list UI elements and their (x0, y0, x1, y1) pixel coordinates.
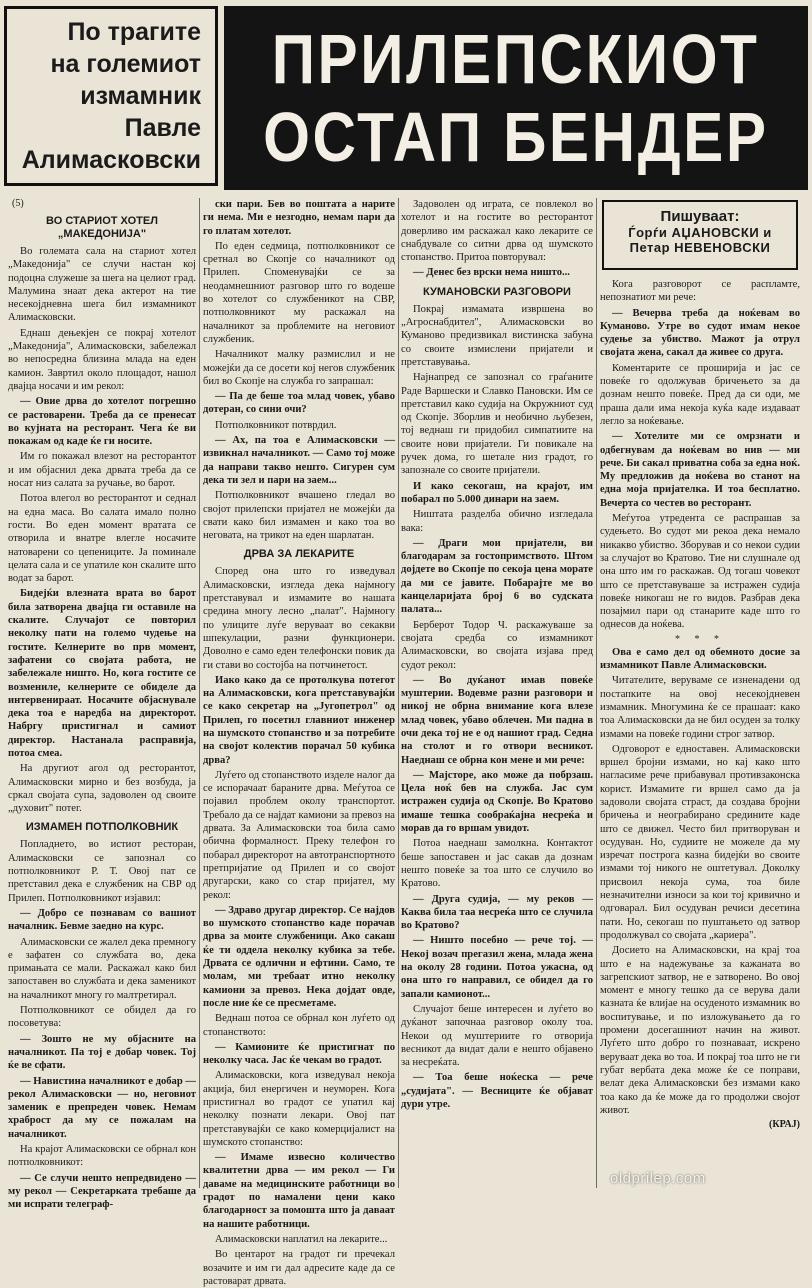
paragraph: — Тоа беше ноќеска — рече „судијата". — Весниците ќе објават дури утре. (401, 1072, 593, 1110)
paragraph: Ова е само дел од обемното досие за измамникот Павле Алимасковски. (600, 646, 800, 672)
paragraph: Во големата сала на стариот хотел „Македонија" се случи настан кој подоцна служеше за шега на целиот град. Малумина знаат дека актерот на тие несекојдневна шега бил измамникот Алимасковски. (8, 246, 196, 324)
teaser-line: на големиот (50, 50, 201, 78)
subheading: ИЗМАМЕН ПОТПОЛКОВНИК (25, 821, 179, 834)
column-rule (398, 198, 399, 1188)
byline-name: Ѓорѓи АЏАНОВСКИ и (628, 225, 772, 240)
paragraph: Ништата разделба обично изгледала вака: (401, 509, 593, 534)
paragraph: Берберот Тодор Ч. раскажуваше за својата средба со измамникот Алимасковски, во својата изјава пред судот рекол: (401, 619, 593, 671)
paragraph: Кога разговорот се распламте, непознатиот ми рече: (600, 279, 800, 304)
column-2 (203, 198, 395, 1287)
paragraph: Потполковникот се обидел да го посоветува: (8, 1005, 196, 1030)
paragraph: Луѓето од стопанството изделе налог да се испорачаат бараните дрва. Меѓутоа се појавил проблем околу транспортот. Требало да се најдат камиони за превоз на дрвата. За Алимасковски тоа била само обична формалност. Преку телефон го побарал директорот на автотранспортното претпријатие од Прилеп и со својот другарски, како со стар пријател, му рекол: (203, 769, 395, 901)
installment-number: (5) (12, 198, 24, 209)
teaser-line: измамник (80, 82, 201, 110)
paragraph: Бидејќи влезната врата во барот била затворена двајца ги оставиле на скалите. Случајот се повторил неколку пати на големо чудење на гостите. Келнерите во прв момент, зафатени со својата работа, не забележале ништо. Но, кога гостите се возмениле, келнерите се обиделе да интервенираат. Носачите објаснувале дека тоа е наредба на директорот. Набргу пристигнал и самиот директор. Настанала расправија, потоа смеа. (8, 588, 196, 759)
paragraph: — Овие дрва до хотелот погрешно се растоварени. Треба да се пренесат во кујната на ресторант. Чега ќе ви покажам од каде ќе ги носите. (8, 396, 196, 448)
paragraph: Случајот беше интересен и луѓето во дуќанот започнаа разговор околу тоа. Некои од муштериите го отворија весникот да видат дали е нешто објавено за несреќата. (401, 1003, 593, 1069)
paragraph: — Се случи нешто непредвидено — му рекол — Секретарката требаше да ми испрати телеграф- (8, 1172, 196, 1211)
paragraph: Еднаш дењекјен се покрај хотелот „Македонија", Алимасковски, забележал во непосредна близина млада на еден камион. Завртил около площадот, нашол двајца носачи и им рекол: (8, 327, 196, 392)
paragraph: Меѓутоа утредента се распрашав за судењето. Во судот ми рекоа дека немало никакво убиство. Зборував и со некои судии за случајот во Кратово. Тие ни слушнале од она што им го раскажав. Од тогаш човекот што се претставуваше за истражен судија повеќе никогаш не го видов. Разбрав дека позајмил пари од станарите каде што го однесов да ноќева. (600, 513, 800, 631)
paragraph: Досието на Алимасковски, на крај тоа што е на надежување за кажаната во загрепскиот затвор, не е затворено. Во овој момент е многу тешко да се верува дали казната ќе влијае на осуденото измамник во воспитување, и по изложувањето да го промени досегашниот начин на живот. Луѓето што добро го познаваат, искрено веруваат дека во тоа. И покрај тоа што не ги губат вербата дека може ќе се поправи, велат дека Алимасковски без измами како тоа како да ќе може да го продолжи својот живот. (600, 945, 800, 1116)
paragraph: — Драги мои пријатели, ви благодарам за гостопримството. Штом дојдете во Скопје по секоја цена морате да ми се јавите. Побарајте ме во канцеларијата број 6 во судската палата... (401, 537, 593, 616)
byline-name: Петар НЕВЕНОВСКИ (629, 240, 771, 255)
paragraph: — Мајсторе, ако може да побрзаш. Цела ноќ бев на служба. Јас сум истражен судија од Скопје. Во Кратово имаше тешка сообраќајна несреќа и морав да го вршам увидот. (401, 769, 593, 835)
paragraph: Алимасковски наплатил на лекарите... (215, 1233, 388, 1245)
paragraph: Според она што го изведувал Алимасковски, изгледа дека најмногу претставувал и измамите во нашата средина многу лесно „палат". Најмногу по улиците луѓе веруваат во секакви шпекулации, разни функционери. Доволно е само еден телефонски повик да ги стави во состојба на потчинетост. (203, 566, 395, 671)
paragraph: — Камионите ќе пристигнат по неколку часа. Јас ќе чекам во градот. (203, 1041, 395, 1067)
paragraph: Алимасковски се жалел дека премногу е зафатен со службата во, дека примањата се мали. Раскажал како бил запоставен во службата и дека заменикот на началникот многу го малтретирал. (8, 936, 196, 1001)
paragraph: Веднаш потоа се обрнал кон луѓето од стопанството: (203, 1013, 395, 1038)
paragraph: Во центарот на градот ги пречекал возачите и им ги дал адресите каде да се растоварат дрвата. (203, 1249, 395, 1287)
headline-banner (224, 6, 808, 190)
column-rule (199, 198, 200, 1188)
subheading: КУМАНОВСКИ РАЗГОВОРИ (423, 285, 571, 298)
paragraph: Читателите, веруваме се изненадени од постапките на овој несекојдневен измамник. Многумина ќе се прашаат: како тоа Алимасковски да не бил осуден за толку измами на повеќе години строг затвор. (600, 675, 800, 740)
paragraph: Потоа влегол во ресторантот и седнал на една маса. Во салата имало полно гости. Во еден момент вратата се отворила и внатре влегле носачите натоварени со цепениците. Ја поминале целата сала и се упатиле кон скалите што водат за барот. (8, 493, 196, 585)
paragraph: Началникот малку размислил и не можејќи да се досети кој негов службеник бил во Скопје на служба го запрашал: (203, 349, 395, 387)
watermark: oldprilep.com (610, 1170, 706, 1187)
paragraph: — Имаме извесно количество квалитетни дрва — им рекол — Ги даваме на медицинските работници во градот по намалени цени како благодарност за помошта што ја даваат на нашите работници. (203, 1152, 395, 1230)
column-rule (596, 198, 597, 1188)
paragraph: На другиот агол од ресторантот, Алимасковски мирно и без возбуда, ја сркал својата супа, задоволен од своите „духовит" потег. (8, 763, 196, 815)
teaser-line: Павле (124, 114, 201, 142)
column-4 (600, 278, 800, 1188)
teaser-box (4, 6, 218, 186)
paragraph: Потполковникот потврдил. (215, 419, 337, 431)
paragraph: По еден седмица, потполковникот се сретнал во Скопје со началникот од Прилеп. Споменувајќи се за неодамнешниот разговор што го водеше во хотелот со службеникот на СВР, потполковникот му раскажал на началникот за проблемите на неговиот службеник. (203, 240, 395, 345)
paragraph: — Друга судија, — му реков — Каква била таа несреќа што се случила во Кратово? (401, 893, 593, 932)
paragraph: — Зошто не му објасните на началникот. Па тој е добар човек. Тој ќе ве сфати. (8, 1033, 196, 1072)
paragraph: Коментарите се проширија и јас се повеќе го одолжував бричењето за да дознам нешто повеќе. Пред да си оди, ме праша дали има некоја куќа каде издаваат легло за ноќевање. (600, 362, 800, 427)
subheading: ВО СТАРИОТ ХОТЕЛ „МАКЕДОНИЈА" (46, 215, 158, 240)
byline-label: Пишуваат: (660, 208, 740, 225)
paragraph: — Во дуќанот имав повеќе муштерии. Водевме разни разговори и никој не обрна внимание кога влезе млад човек, убаво облечен. Ми падна в очи дека тој не е од нашиот град. Седна на столот и го отвори весникот. Наеднаш се обрна кон мене и ми рече: (401, 674, 593, 766)
paragraph: — Вечерва треба да ноќевам во Куманово. Утре во судот имам некое судење за убиство. Мажот ја отрул својата жена, сакал да живее со друга. (600, 307, 800, 359)
paragraph: — Денес без врски нема ништо... (413, 267, 570, 279)
paragraph: — Здраво другар директор. Се најдов во шумското стопанство каде порачав дрва за моите службеници. Ако сакаш ќе ти оддела неколку кубика за тебе. Дрвата се одлични и ефтини. Само, те молам, ми требаат итно неколку камиони за превоз. Нека дојдат овде, после ние ќе се пресметаме. (203, 904, 395, 1009)
paragraph: Попладнето, во истиот ресторан, Алимасковски се запознал со потполковникот Р. Т. Овој пат се претставил дека е службеник на СВР од Прилеп. Потполковникот изјавил: (8, 839, 196, 904)
headline-line: ПРИЛЕПСКИОТ (272, 20, 760, 98)
paragraph: Иако како да се протолкува потегот на Алимасковски, кога претставувајќи се како секретар на „Југопетрол" од Прилеп, го посетил главниот инженер на шумското стопанство и за потребите на својот колектив порачал 50 кубика дрва? (203, 674, 395, 766)
paragraph: Им го покажал влезот на ресторантот и им објаснил дека дрвата треба да се носат низ салата за ручање, во барот. (8, 451, 196, 490)
paragraph: — Па дe беше тоа млад човек, убаво дотеран, со сини очи? (203, 391, 395, 416)
paragraph: Потполковникот вчашено гледал во својот прилепски пријател не можејќи да свати како бил измамен и како тоа во неговата, на трикот на еден шарлатан. (203, 490, 395, 542)
column-1 (8, 198, 196, 1211)
paragraph: — Ништо посебно — рече тој. — Некој возач прегазил жена, млада жена на околу 28 години. Потоа ужасна, од она што го направил, се обидел да го запали камионот... (401, 935, 593, 1000)
paragraph: На крајот Алимасковски се обрнал кон потполковникот: (8, 1144, 196, 1169)
paragraph: — Хотелите ми се омрзнати и одбегнувам да ноќевам во нив — ми рече. Би сакал приватна соба за една ноќ. Му предложив да ноќева во станот на една моја пријателка. И тоа бесплатно. Вечерта со честев во ресторант. (600, 431, 800, 509)
paragraph: — Ах, па тоа е Алимасковски — извикнал началникот. — Само тој може да направи такво нешто. Сигурен сум дека ти зел и пари на заем... (203, 435, 395, 486)
paragraph: Покрај измамата извршена во „Агроснабдител", Алимасковски во Куманово предизвикал вистинска забуна со своите измислени пријатели и претставувања. (401, 303, 593, 368)
subheading: ДРВА ЗА ЛЕКАРИТЕ (243, 548, 355, 561)
paragraph: Одговорот е едноставен. Алимасковски вршел бројни измами, но кај како што нагласимe рече прибавувал противзаконска корист. Измамите ги вршел само да ја задоволи својата страст, да создава бројни бричења и неограбирано средините каде што се движел. Често бил притворуван и осудуван. Но, судиите не можеле да му изречат построга казна бидејќи во своите измами тој никого не оштетувал. Доколку присвоил некоја сума, тоа биле незначителни износи за кои тој кривично и одговарал. Бил осудуван речиси десетина пати. Но, секогаш по пуштањето од затвор продолжувал со својата „кариера". (600, 743, 800, 941)
paragraph: Најнапред се запознал со граѓаните Раде Варшески и Славко Пановски. Им се претставил како судија на Окружниот суд од Скопје. Зборлив и необично љубезен, тој веднаш ги придобил симпатиите на своите нови пријатели. Ги повикале на ручек дома, го шетале низ градот, го запознале со своите пријатели. (401, 372, 593, 477)
paragraph: Задоволен од играта, се повлекол во хотелот и на гостите во ресторантот доверливо им раскажал како лекарите се снабдувале со ситни дрва од шумското стопанство. Притоа повторувал: (401, 199, 593, 264)
byline-box (602, 200, 798, 270)
paragraph: Потоа наеднаш замолкна. Контактот беше запоставен и јас сакав да дознам нешто повеќе за тоа што се случило во Кратово. (401, 838, 593, 890)
paragraph: ски пари. Бев во поштата а нарите ги нема. Ми е незгодно, немам пари да го платам хотелот. (203, 199, 395, 237)
article-end-mark: (КРАЈ) (769, 1119, 800, 1131)
teaser-line: Алимасковски (21, 146, 201, 174)
teaser-line: По трагите (67, 18, 201, 46)
paragraph: — Навистина началникот е добар — рекол Алимасковски — но, неговиот заменик е препреден човек. Немам храброст да му се пожалам на началникот. (8, 1075, 196, 1140)
paragraph: Алимасковски, кога изведувал некоја акција, бил енергичен и неуморен. Кога пристигнал во градот се упатил кај неколку познати лекари. Овој пат претставувајќи се како комерцијалист на шумското стопанство: (203, 1070, 395, 1148)
column-3 (401, 198, 593, 1188)
paragraph: И како секогаш, на крајот, им побарал по 5.000 динари на заем. (401, 480, 593, 505)
section-separator: * * * (675, 633, 725, 645)
paragraph: — Добро се познавам со вашиот началник. Бевме заедно на курс. (8, 907, 196, 933)
headline-line: ОСТАП БЕНДЕР (263, 98, 769, 176)
